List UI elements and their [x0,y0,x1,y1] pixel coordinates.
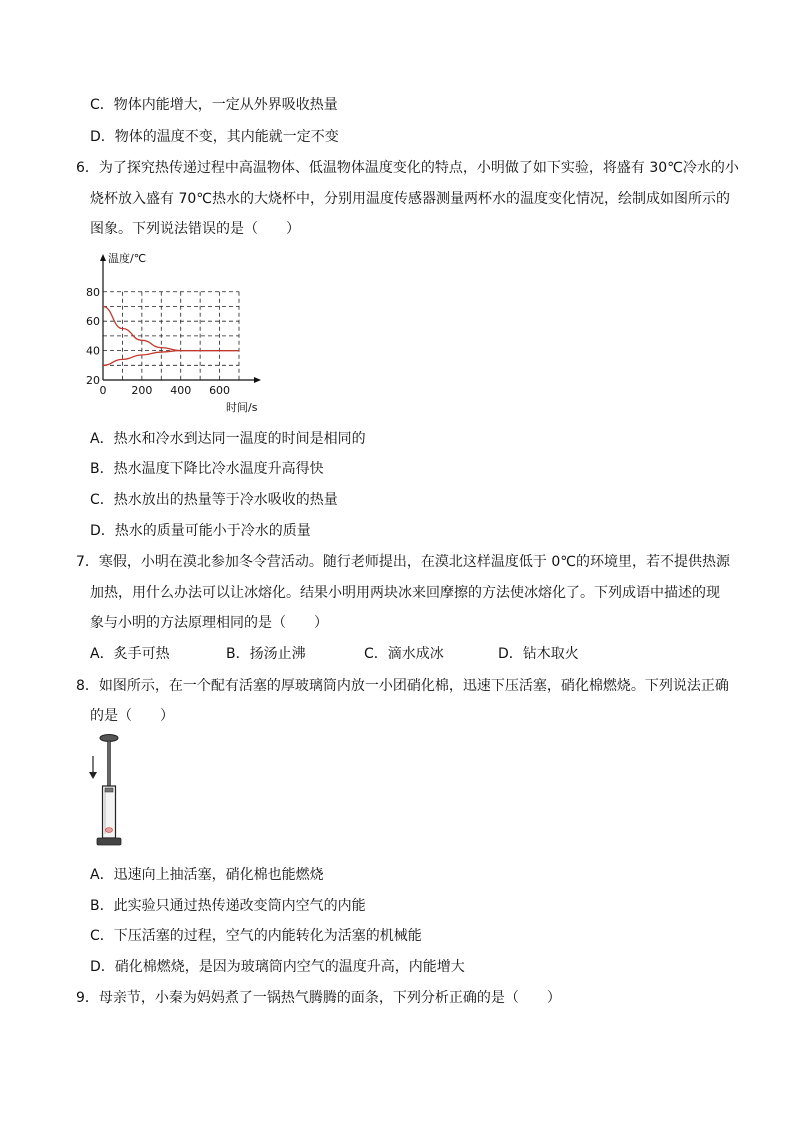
chart-axes [86,254,261,397]
q8-option-d: D．硝化棉燃烧，是因为玻璃筒内空气的温度升高，内能增大 [90,959,465,975]
y-tick-label: 80 [86,285,100,299]
series-line-1 [103,306,239,350]
q7-stem-line-3: 象与小明的方法原理相同的是（ ） [90,615,328,631]
temperature-time-chart [84,246,274,416]
q7-stem-line-2: 加热，用什么办法可以让冰熔化。结果小明用两块冰来回摩擦的方法使冰熔化了。下列成语中描述的现 [90,585,720,601]
glass-tube-icon [103,786,116,838]
q7-option-d: D．钻木取火 [498,646,579,662]
x-tick-label: 400 [170,384,192,397]
down-arrow-icon [89,756,97,779]
q8-stem-line-2: 的是（ ） [90,708,174,724]
q8-stem-line-1: 8．如图所示，在一个配有活塞的厚玻璃筒内放一小团硝化棉，迅速下压活塞，硝化棉燃烧。下列说法正确 [76,678,729,694]
q6-option-a: A．热水和冷水到达同一温度的时间是相同的 [90,431,366,447]
q6-stem-line-3: 图象。下列说法错误的是（ ） [90,221,300,237]
q6-option-c: C．热水放出的热量等于冷水吸收的热量 [90,492,338,508]
stand-base-icon [97,838,121,845]
q6-stem-line-1: 6．为了探究热传递过程中高温物体、低温物体温度变化的特点，小明做了如下实验，将盛有 30℃冷水的小 [76,160,739,176]
piston-icon [100,735,118,790]
q9-stem-line-1: 9．母亲节，小秦为妈妈煮了一锅热气腾腾的面条，下列分析正确的是（ ） [76,990,561,1006]
x-tick-label: 200 [131,384,153,397]
y-axis-label: 温度/℃ [108,252,147,265]
q5-option-d: D．物体的温度不变，其内能就一定不变 [90,129,339,145]
y-tick-label: 20 [86,374,100,387]
y-axis-arrow [100,254,106,261]
q7-options-row [0,645,794,663]
x-axis-arrow [254,377,261,383]
q8-option-b: B．此实验只通过热传递改变筒内空气的内能 [90,898,366,914]
q7-option-b: B．扬汤止沸 [226,646,306,662]
q6-option-d: D．热水的质量可能小于冷水的质量 [90,523,311,539]
q7-option-a: A．炙手可热 [90,646,170,662]
chart-grid [103,292,239,380]
q8-option-c: C．下压活塞的过程，空气的内能转化为活塞的机械能 [90,928,422,944]
x-tick-label: 0 [99,384,107,397]
q6-stem-line-2: 烧杯放入盛有 70℃热水的大烧杯中，分别用温度传感器测量两杯水的温度变化情况，绘制成如图所示的 [90,191,730,207]
series-line-2 [103,351,239,366]
q7-stem-line-1: 7．寒假，小明在漠北参加冬令营活动。随行老师提出，在漠北这样温度低于 0℃的环境里，若不提供热源 [76,554,730,570]
y-tick-label: 60 [86,315,100,329]
y-tick-label: 40 [86,344,100,358]
q5-option-c: C．物体内能增大，一定从外界吸收热量 [90,97,338,113]
q6-option-b: B．热水温度下降比冷水温度升高得快 [90,461,324,477]
q7-option-c: C．滴水成冰 [364,646,444,662]
x-axis-label: 时间/s [226,401,258,414]
x-tick-label: 600 [209,384,231,397]
q8-option-a: A．迅速向上抽活塞，硝化棉也能燃烧 [90,867,324,883]
piston-glass-tube-illustration [84,732,134,848]
